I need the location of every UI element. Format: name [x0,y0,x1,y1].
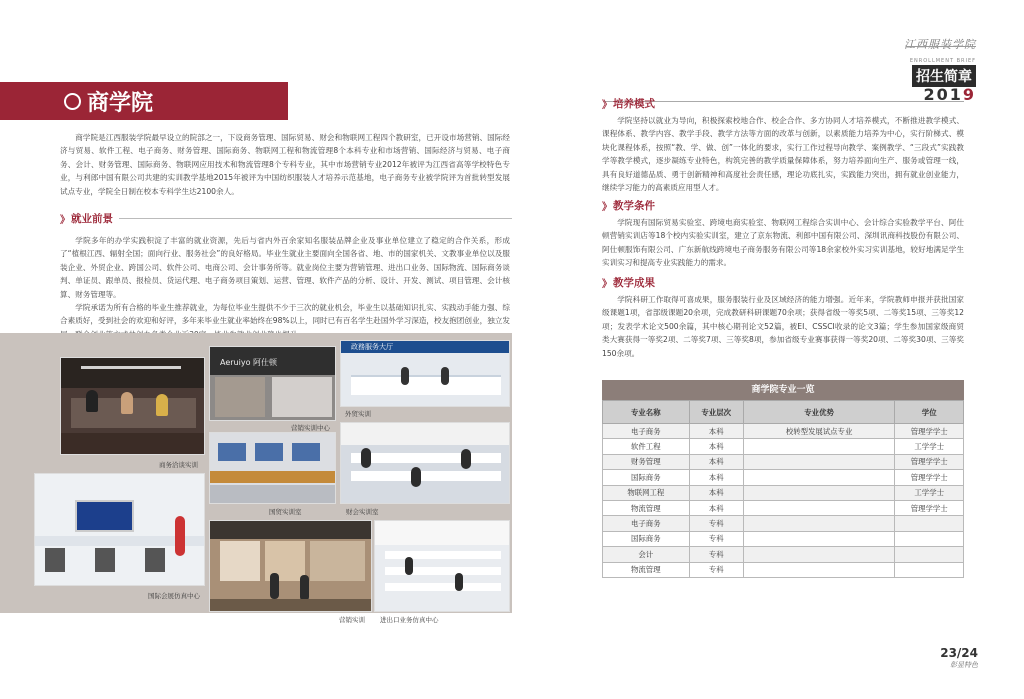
cell-level: 本科 [689,454,743,469]
section-rule [119,218,512,219]
employment-paragraphs [60,234,510,341]
double-chevron-icon: 》 [602,202,610,213]
section-training-heading [602,96,964,111]
cell-degree [895,562,964,577]
year-prefix: 201 [923,85,963,104]
table-row [603,531,964,546]
page-number-block [940,646,978,670]
achievements-paragraph [602,293,964,360]
table-header-row [603,401,964,424]
cell-advantage [743,547,895,562]
page-title [64,86,153,117]
conditions-paragraph [602,216,964,270]
caption-accounting-lab: 财会实训室 [346,508,379,516]
cell-degree: 工学学士 [895,439,964,454]
double-chevron-icon: 》 [60,215,68,226]
photo-intl-exhibition [34,473,205,586]
cell-major: 软件工程 [603,439,690,454]
cell-major: 物流管理 [603,500,690,515]
brand-rule [906,46,976,47]
photo-foreign-trade [340,340,510,407]
photo-marketing-training [209,520,372,612]
table-row [603,485,964,500]
photo-accounting-lab [340,422,510,504]
caption-intl-exhibition: 国际会展仿真中心 [148,592,200,600]
cell-degree: 管理学学士 [895,500,964,515]
cell-degree: 管理学学士 [895,424,964,439]
brand-subtitle: ENROLLMENT BRIEF [909,58,976,64]
caption-business-negotiation: 商务洽谈实训 [159,461,198,469]
cell-major: 国际商务 [603,531,690,546]
cell-advantage [743,531,895,546]
hall-sign-text: 政務服务大厅 [351,343,393,351]
table-row [603,454,964,469]
cell-level: 本科 [689,439,743,454]
employment-p1: 学院多年的办学实践积淀了丰富的就业资源，先后与省内外百余家知名服装品牌企业及事业单位建立了稳定的合作关系，形成了“植根江西、辐射全国；面向行业、服务社会”的良好格局。毕业生就业主要面向全国各省、地、市的国家机关、文教事业单位以及服装企业、外贸企业、跨国公司、软件公司、电商公司、会计事务所等。就业岗位主要为营销管理、进出口业务、国际物流、国际商务谈判、单证员、跟单员、报检员、货运代理、电子商务项目策划、运营、管理、软件产品的分析、设计、开发、测试、项目管理、会计核算、财务管理等。 [60,236,510,299]
brand-title: 招生简章 [912,65,976,87]
photo-import-export [374,520,510,612]
cell-level: 本科 [689,470,743,485]
cell-major: 会计 [603,547,690,562]
cell-major: 物联网工程 [603,485,690,500]
cell-degree [895,547,964,562]
photo-intl-trade-lab [209,432,336,504]
training-paragraph [602,114,964,194]
achievements-text: 学院科研工作取得可喜成果，服务服装行业及区域经济的能力增强。近年来，学院教师申报并获批国家级课题1项，省部级课题20余项，完成教研科研课题70余项；获得省级一等奖5项、二等奖15项、三等奖12项；发表学术论文500余篇，其中核心期刊论文52篇，被EI、CSSCI收录的论文3篇；学生参加国家级商贸类大赛获得一等奖2项、二等奖7项、三等奖8项，参加省级专业赛事获得一等奖20项、二等奖30项、三等奖150余项。 [602,295,964,358]
cell-level: 专科 [689,531,743,546]
cell-major: 国际商务 [603,470,690,485]
caption-import-export: 进出口业务仿真中心 [380,616,439,624]
cell-major: 电子商务 [603,424,690,439]
cell-major: 财务管理 [603,454,690,469]
page-title-text: 商学院 [87,91,154,116]
cell-level: 本科 [689,424,743,439]
brand-script: 江西服装学院 [904,38,976,51]
table-row [603,424,964,439]
cell-advantage: 校转型发展试点专业 [743,424,895,439]
header-advantage: 专业优势 [743,401,895,424]
cell-degree: 工学学士 [895,485,964,500]
double-chevron-icon: 》 [602,100,610,111]
cell-major: 电子商务 [603,516,690,531]
cell-level: 专科 [689,516,743,531]
cell-advantage [743,500,895,515]
table-row [603,547,964,562]
section-achievements-heading [602,275,964,290]
cell-degree [895,531,964,546]
section-achievements-title: 教学成果 [613,277,655,289]
intro-paragraph [60,131,510,198]
table-row [603,470,964,485]
cell-major: 物流管理 [603,562,690,577]
table-row [603,439,964,454]
cell-level: 专科 [689,547,743,562]
cell-advantage [743,454,895,469]
brand-block [846,36,976,103]
cell-level: 本科 [689,485,743,500]
cell-level: 专科 [689,562,743,577]
conditions-text: 学院现有国际贸易实验室、跨境电商实验室、物联网工程综合实训中心、会计综合实验教学平台、阿仕顿营销实训店等18个校内实验实训室，建立了京东物流、利郎中国有限公司、深圳讯商科技股份有限公司、阿仕顿服饰有限公司、广东新航线跨境电子商务服务有限公司等18余家校外实习实训基地，较好地满足学生实训实习和提高专业实践能力的需求。 [602,218,964,268]
header-degree: 学位 [895,401,964,424]
double-chevron-icon: 》 [602,279,610,290]
section-conditions-title: 教学条件 [613,200,655,212]
majors-table [602,380,964,578]
cell-advantage [743,562,895,577]
cell-advantage [743,439,895,454]
intro-text: 商学院是江西服装学院最早设立的院部之一，下设商务管理、国际贸易、财会和物联网工程四个教研室，已开设市场营销、国际经济与贸易、软件工程、电子商务、财务管理、国际商务、物联网工程和物流管理8个本科专业和市场营销、国际经济与贸易、电子商务、会计、财务管理、国际商务、物联网应用技术和物流管理8个专科专业，其中市场营销专业2012年被评为江西省高等学校特色专业，与利郎中国有限公司共建的实训教学基地2015年被评为中国纺织服装人才培养示范基地，电子商务专业被学院评为首批转型发展试点专业，学院全日制在校本专科学生达2100余人。 [60,133,510,196]
year-suffix: 9 [962,85,976,104]
cell-advantage [743,470,895,485]
page-number: 23/24 [940,646,978,660]
cell-degree [895,516,964,531]
section-employment-heading [60,211,512,226]
section-employment-title: 就业前景 [71,213,113,225]
cell-advantage [743,485,895,500]
caption-marketing-training: 营销实训 [339,616,365,624]
circle-icon [64,93,81,110]
cell-degree: 管理学学士 [895,470,964,485]
majors-table-title: 商学院专业一览 [602,380,964,400]
caption-foreign-trade: 外贸实训 [345,410,371,418]
caption-marketing-center: 营销实训中心 [291,424,330,432]
cell-degree: 管理学学士 [895,454,964,469]
majors-grid [602,400,964,578]
photo-business-negotiation [60,357,205,455]
header-level: 专业层次 [689,401,743,424]
header-major: 专业名称 [603,401,690,424]
employment-p2: 学院承诺为所有合格的毕业生推荐就业，为每位毕业生提供不少于三次的就业机会，毕业生以基础知识扎实、实践动手能力强、综合素质好，受到社会的欢迎和好评，多年来毕业生就业率始终在98%以上，同时已有百名学生赴国外学习深造，校友抱团创业，独立发 [60,303,510,326]
table-row [603,500,964,515]
store-sign-text: Aeruiyo 阿仕顿 [220,358,278,367]
page-subtitle: 彰显特色 [950,661,978,669]
cell-level: 本科 [689,500,743,515]
photo-marketing-center [209,346,336,421]
section-training-title: 培养模式 [613,98,655,110]
cell-advantage [743,516,895,531]
section-conditions-heading [602,198,964,213]
training-text: 学院坚持以就业为导向，积极探索校地合作、校企合作、多方协同人才培养模式，不断推进教学模式、课程体系、教学内容、教学手段、教学方法等方面的改革与创新，以素质能力培养为中心，实行阶梯式、模块化课程体系，按照“教、学、做、创”一体化的要求，实行工作过程导向教学、案例教学、“三段式”实践教学等教学模式，逐步凝练专业特色，构筑完善的教学质量保障体系，努力培养面向生产、服务或管理一线，具有良好道德品质、勇于创新精神和高度社会责任感，理论功底扎实，实践能力突出，拥有就业创业能力，继续学习能力的高素质应用型人才。 [602,116,964,193]
table-row [603,562,964,577]
caption-intl-trade-lab: 国贸实训室 [269,508,302,516]
table-row [603,516,964,531]
